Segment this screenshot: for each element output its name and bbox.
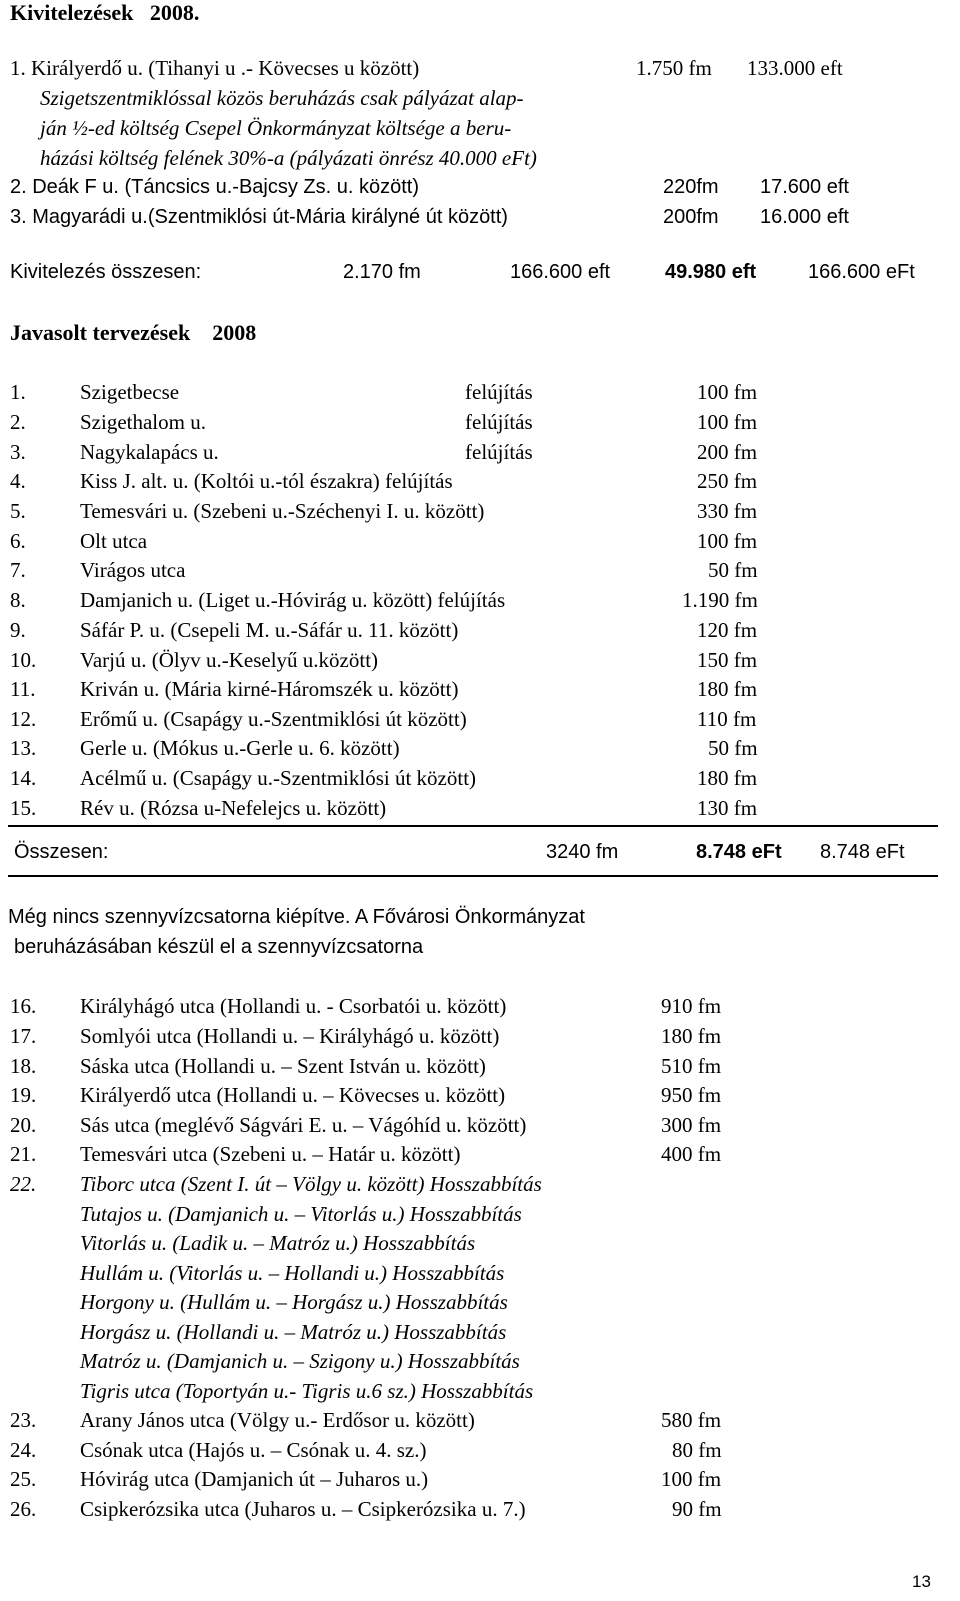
terv-item-name: Kiss J. alt. u. (Koltói u.-tól északra) felújítás (80, 469, 453, 493)
kiv-total-cost-2: 49.980 eft (665, 261, 757, 283)
terv-item-length: 150 fm (697, 648, 758, 672)
terv-item-length: 100 fm (697, 410, 758, 434)
terv-item-num: 8. (10, 588, 26, 612)
szenny-item-num: 23. (10, 1408, 37, 1432)
terv-item-num: 15. (10, 796, 37, 820)
szenny-item-num: 17. (10, 1024, 37, 1048)
szenny-item-name: Csipkerózsika utca (Juharos u. – Csipkerózsika u. 7.) (80, 1497, 526, 1521)
szenny-item-num: 20. (10, 1113, 37, 1137)
terv-item-name: Szigethalom u. (80, 410, 206, 434)
terv-item-name: Olt utca (80, 529, 148, 553)
kiv-item-1-note-line-2: ján ½-ed költség Csepel Önkormányzat költsége a beru- (40, 116, 512, 140)
szenny-item-length: 80 fm (672, 1438, 722, 1462)
terv-item-length: 180 fm (697, 677, 758, 701)
item-22-line: Tiborc utca (Szent I. út – Völgy u. között) Hosszabbítás (80, 1172, 542, 1196)
szenny-item-name: Temesvári utca (Szebeni u. – Határ u. között) (80, 1142, 461, 1166)
terv-total-label: Összesen: (14, 841, 109, 863)
szenny-item-length: 580 fm (661, 1408, 722, 1432)
szenny-item-num: 19. (10, 1083, 37, 1107)
kiv-item-3-cost: 16.000 eft (760, 206, 849, 228)
terv-item-num: 1. (10, 380, 26, 404)
terv-item-name: Damjanich u. (Liget u.-Hóvirág u. között) felújítás (80, 588, 506, 612)
szenny-item-length: 910 fm (661, 994, 722, 1018)
szenny-item-name: Királyerdő utca (Hollandi u. – Kövecses u. között) (80, 1083, 506, 1107)
kiv-total-cost-1: 166.600 eft (510, 261, 611, 283)
item-22-line: Horgász u. (Hollandi u. – Matróz u.) Hosszabbítás (80, 1320, 507, 1344)
szenny-item-name: Arany János utca (Völgy u.- Erdősor u. között) (80, 1408, 475, 1432)
item-22-line: Horgony u. (Hullám u. – Horgász u.) Hosszabbítás (80, 1290, 508, 1314)
kiv-item-1-length: 1.750 fm (636, 56, 712, 80)
kiv-item-1-note-line-1: Szigetszentmiklóssal közös beruházás csak pályázat alap- (40, 86, 524, 110)
terv-item-name: Szigetbecse (80, 380, 180, 404)
terv-item-name: Nagykalapács u. (80, 440, 219, 464)
kiv-item-2: 2. Deák F u. (Táncsics u.-Bajcsy Zs. u. között) (10, 176, 420, 198)
kiv-item-1-cost: 133.000 eft (747, 56, 843, 80)
kiv-item-2-cost: 17.600 eft (760, 176, 849, 198)
terv-item-length: 180 fm (697, 766, 758, 790)
kiv-total-label: Kivitelezés összesen: (10, 261, 202, 283)
szenny-item-name: Hóvirág utca (Damjanich út – Juharos u.) (80, 1467, 429, 1491)
szenny-item-length: 100 fm (661, 1467, 722, 1491)
terv-item-num: 13. (10, 736, 37, 760)
item-22-num: 22. (10, 1172, 37, 1196)
kiv-item-3-length: 200fm (663, 206, 719, 228)
terv-item-name: Sáfár P. u. (Csepeli M. u.-Sáfár u. 11. között) (80, 618, 459, 642)
kiv-item-2-length: 220fm (663, 176, 719, 198)
terv-item-num: 7. (10, 558, 26, 582)
szenny-item-length: 90 fm (672, 1497, 722, 1521)
szenny-item-num: 21. (10, 1142, 37, 1166)
terv-item-length: 130 fm (697, 796, 758, 820)
terv-item-num: 2. (10, 410, 26, 434)
terv-item-num: 10. (10, 648, 37, 672)
heading-javasolt-year: 2008 (212, 320, 257, 345)
kiv-total-length: 2.170 fm (343, 261, 421, 283)
szenny-item-length: 950 fm (661, 1083, 722, 1107)
kiv-item-1-note-line-3: házási költség felének 30%-a (pályázati önrész 40.000 eFt) (40, 146, 537, 170)
terv-item-name: Varjú u. (Ölyv u.-Keselyű u.között) (80, 648, 379, 672)
item-22-line: Tigris utca (Toportyán u.- Tigris u.6 sz.) Hosszabbítás (80, 1379, 534, 1403)
terv-item-name: Erőmű u. (Csapágy u.-Szentmiklósi út között) (80, 707, 467, 731)
terv-item-num: 9. (10, 618, 26, 642)
kiv-item-3: 3. Magyarádi u.(Szentmiklósi út-Mária királyné út között) (10, 206, 508, 228)
terv-item-type: felújítás (465, 380, 533, 404)
terv-item-length: 1.190 fm (682, 588, 758, 612)
note-line-2: beruházásában készül el a szennyvízcsatorna (14, 936, 424, 958)
terv-item-length: 330 fm (697, 499, 758, 523)
szenny-item-num: 24. (10, 1438, 37, 1462)
page-number: 13 (912, 1572, 931, 1591)
terv-item-length: 100 fm (697, 529, 758, 553)
terv-item-name: Acélmű u. (Csapágy u.-Szentmiklósi út között) (80, 766, 477, 790)
terv-item-name: Temesvári u. (Szebeni u.-Széchenyi I. u. között) (80, 499, 485, 523)
szenny-item-length: 300 fm (661, 1113, 722, 1137)
terv-item-length: 110 fm (697, 707, 757, 731)
note-line-1: Még nincs szennyvízcsatorna kiépítve. A Fővárosi Önkormányzat (8, 906, 585, 928)
heading-kivitelezesek (10, 2, 199, 24)
terv-item-num: 5. (10, 499, 26, 523)
szenny-item-name: Csónak utca (Hajós u. – Csónak u. 4. sz.) (80, 1438, 427, 1462)
szenny-item-num: 16. (10, 994, 37, 1018)
kiv-item-1: 1. Királyerdő u. (Tihanyi u .- Kövecses u között) (10, 56, 420, 80)
terv-item-num: 3. (10, 440, 26, 464)
total-bottom-rule (8, 875, 938, 877)
terv-item-num: 11. (10, 677, 36, 701)
terv-item-num: 14. (10, 766, 37, 790)
terv-item-name: Gerle u. (Mókus u.-Gerle u. 6. között) (80, 736, 400, 760)
item-22-line: Tutajos u. (Damjanich u. – Vitorlás u.) Hosszabbítás (80, 1202, 522, 1226)
terv-item-length: 200 fm (697, 440, 758, 464)
szenny-item-num: 18. (10, 1054, 37, 1078)
item-22-line: Vitorlás u. (Ladik u. – Matróz u.) Hosszabbítás (80, 1231, 476, 1255)
terv-item-num: 4. (10, 469, 26, 493)
heading-javasolt-tervezesek (10, 322, 256, 344)
szenny-item-length: 510 fm (661, 1054, 722, 1078)
szenny-item-num: 26. (10, 1497, 37, 1521)
terv-total-cost-1: 8.748 eFt (696, 841, 782, 863)
item-22-line: Hullám u. (Vitorlás u. – Hollandi u.) Hosszabbítás (80, 1261, 505, 1285)
szenny-item-name: Királyhágó utca (Hollandi u. - Csorbatói u. között) (80, 994, 507, 1018)
terv-item-name: Kriván u. (Mária kirné-Háromszék u. között) (80, 677, 459, 701)
szenny-item-name: Sáska utca (Hollandi u. – Szent István u. között) (80, 1054, 486, 1078)
terv-item-length: 50 fm (708, 558, 758, 582)
terv-total-cost-2: 8.748 eFt (820, 841, 905, 863)
heading-kivitelezesek-label: Kivitelezések (10, 0, 134, 25)
terv-item-length: 250 fm (697, 469, 758, 493)
heading-kivitelezesek-year: 2008. (149, 0, 200, 25)
terv-item-name: Rév u. (Rózsa u-Nefelejcs u. között) (80, 796, 387, 820)
terv-item-name: Virágos utca (80, 558, 186, 582)
total-top-rule (8, 825, 938, 827)
terv-item-length: 120 fm (697, 618, 758, 642)
szenny-item-name: Sás utca (meglévő Ságvári E. u. – Vágóhíd u. között) (80, 1113, 527, 1137)
terv-item-num: 12. (10, 707, 37, 731)
terv-item-length: 50 fm (708, 736, 758, 760)
szenny-item-length: 180 fm (661, 1024, 722, 1048)
kiv-total-cost-3: 166.600 eFt (808, 261, 915, 283)
terv-item-length: 100 fm (697, 380, 758, 404)
szenny-item-num: 25. (10, 1467, 37, 1491)
szenny-item-name: Somlyói utca (Hollandi u. – Királyhágó u. között) (80, 1024, 500, 1048)
terv-item-num: 6. (10, 529, 26, 553)
item-22-line: Matróz u. (Damjanich u. – Szigony u.) Hosszabbítás (80, 1349, 520, 1373)
szenny-item-length: 400 fm (661, 1142, 722, 1166)
terv-item-type: felújítás (465, 440, 533, 464)
heading-javasolt-label: Javasolt tervezések (10, 320, 191, 345)
terv-item-type: felújítás (465, 410, 533, 434)
terv-total-length: 3240 fm (546, 841, 619, 863)
